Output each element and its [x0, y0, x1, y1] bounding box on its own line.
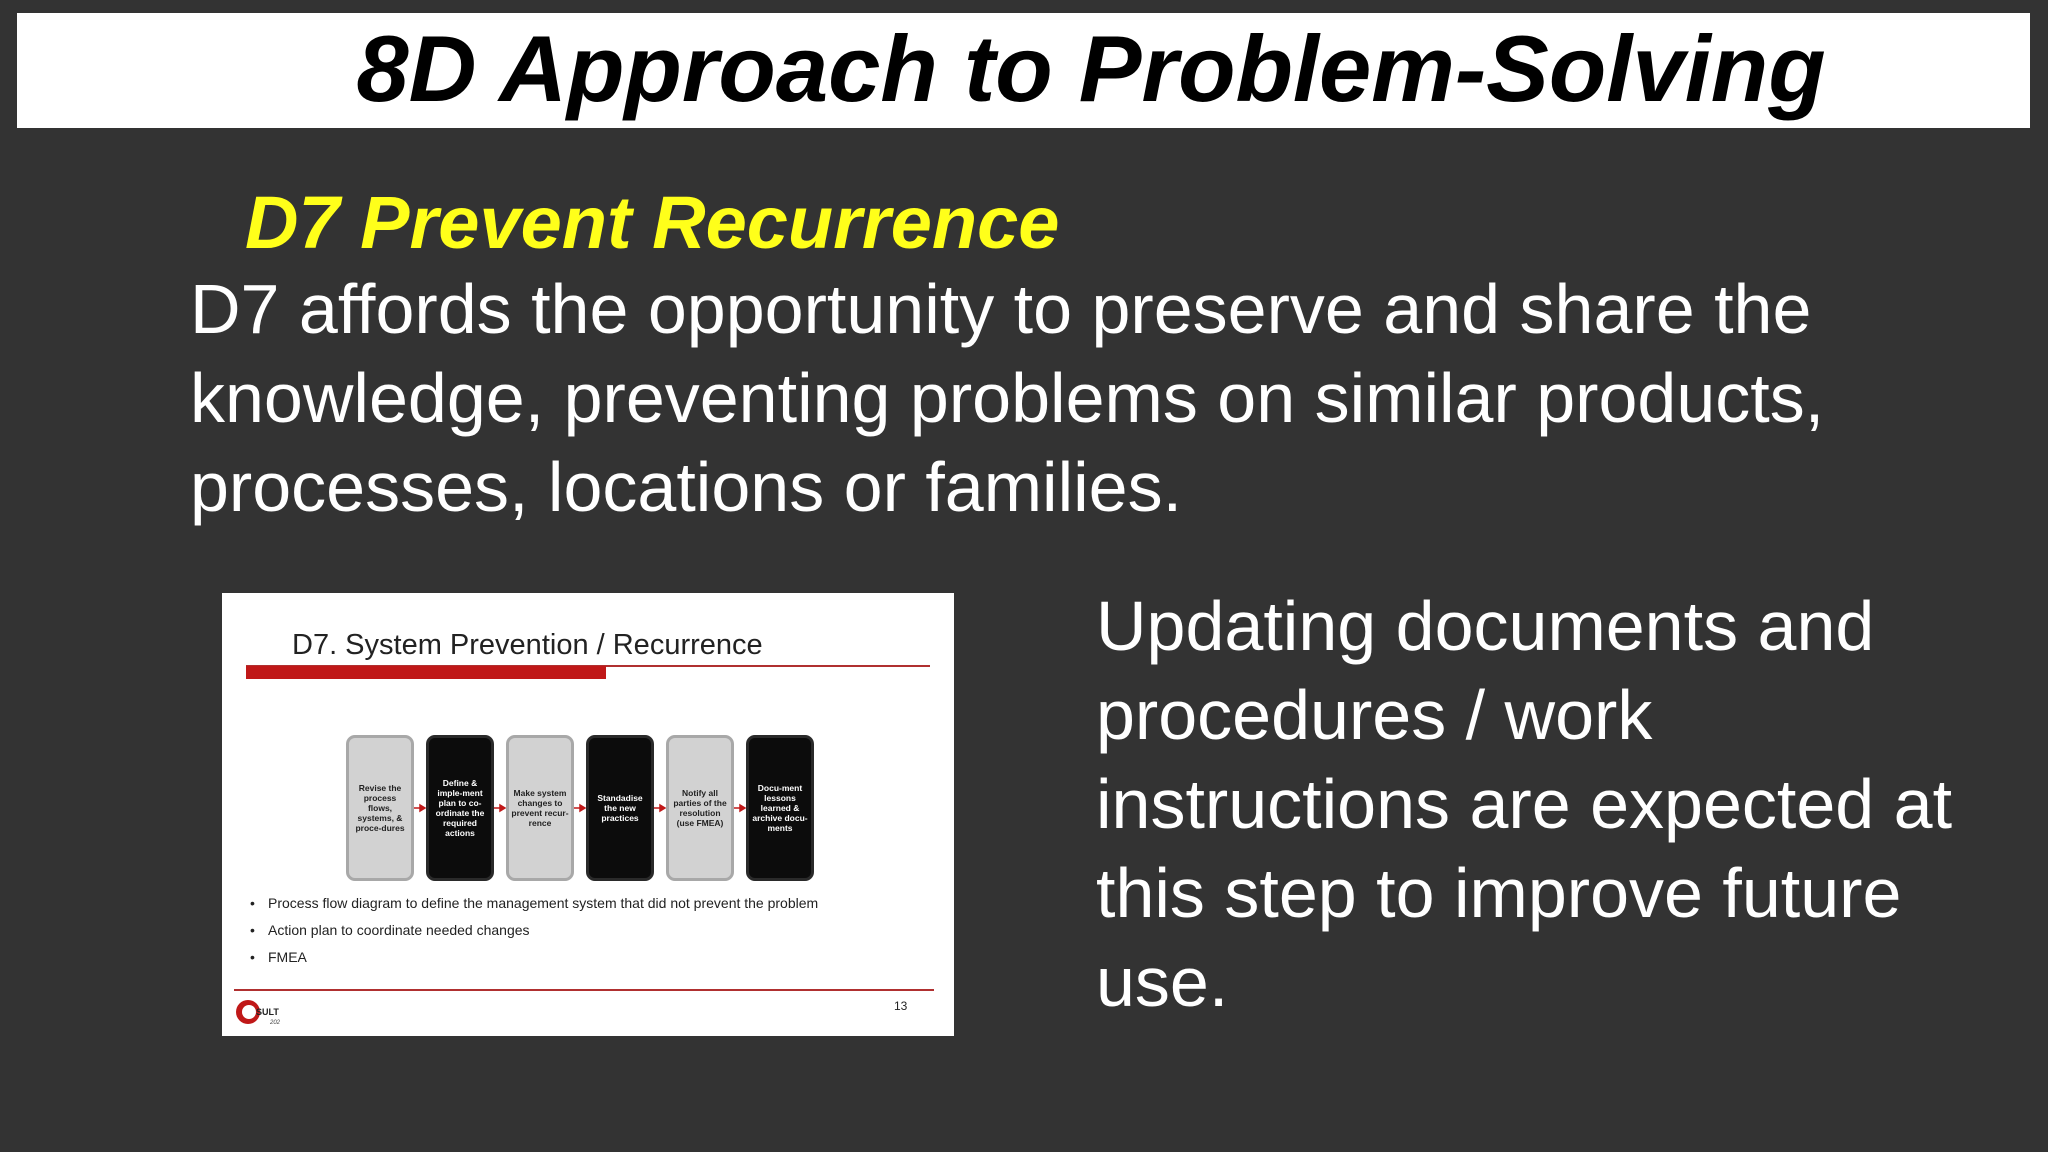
process-flow-diagram — [346, 735, 846, 883]
flow-step: Define & imple-ment plan to co-ordinate the required actions — [426, 735, 494, 881]
bullet-item: • Process flow diagram to define the management system that did not prevent the problem — [250, 895, 940, 911]
flow-step: Notify all parties of the resolution (use FMEA) — [666, 735, 734, 881]
flow-step: Revise the process flows, systems, & proce-dures — [346, 735, 414, 881]
flow-step: Make system changes to prevent recur-rence — [506, 735, 574, 881]
svg-text:202: 202 — [270, 1020, 281, 1026]
arrow-right-icon — [734, 803, 746, 813]
bullet-item: • Action plan to coordinate needed changes — [250, 922, 940, 938]
arrow-right-icon — [414, 803, 426, 813]
title-bar — [17, 13, 2030, 128]
slide-title: 8D Approach to Problem-Solving — [356, 16, 1826, 121]
flow-step: Docu-ment lessons learned & archive docu-ments — [746, 735, 814, 881]
arrow-right-icon — [654, 803, 666, 813]
embedded-slide-title: D7. System Prevention / Recurrence — [292, 629, 763, 661]
consult-logo — [234, 996, 314, 1028]
page-number: 13 — [894, 999, 908, 1013]
embedded-slide-image — [222, 593, 954, 1036]
title-red-bar — [246, 666, 606, 679]
footer-rule — [234, 989, 934, 991]
arrow-right-icon — [494, 803, 506, 813]
bullet-item: • FMEA — [250, 949, 940, 965]
embedded-bullet-list — [250, 895, 940, 976]
arrow-right-icon — [574, 803, 586, 813]
right-paragraph: Updating documents and procedures / work instructions are expected at this step to improve future use. — [1096, 587, 1953, 1021]
slide-subtitle: D7 Prevent Recurrence — [245, 181, 1060, 264]
flow-step: Standadise the new practices — [586, 735, 654, 881]
intro-paragraph: D7 affords the opportunity to preserve and share the knowledge, preventing problems on similar products, processes, locations or families. — [190, 270, 1825, 526]
svg-text:SULT: SULT — [256, 1007, 279, 1017]
